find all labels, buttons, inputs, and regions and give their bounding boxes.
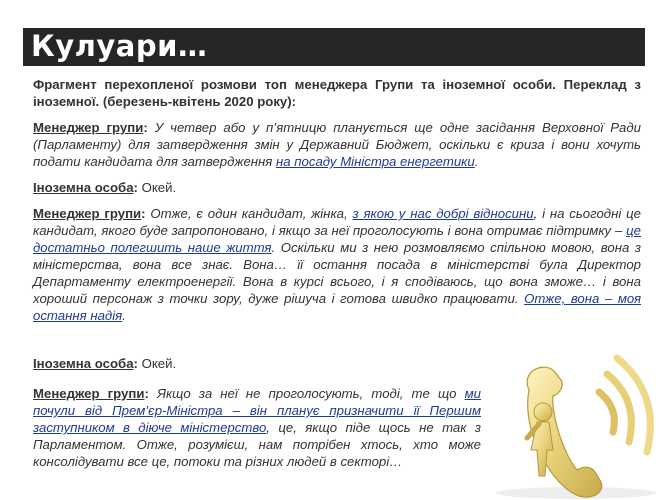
speaker-label: Менеджер групи (33, 206, 142, 221)
speech-text: Окей. (141, 180, 177, 195)
speaker-label: Менеджер групи (33, 386, 145, 401)
telephone-handset-with-figure-icon (481, 350, 671, 500)
intro-text: Фрагмент перехопленої розмови топ менеджера Групи та іноземної особи. Переклад з іноземної. (березень-квітень 2020 року): (33, 77, 641, 109)
speaker-label: Іноземна особа (33, 180, 134, 195)
link-last-hope[interactable]: Отже, вона – моя остання надія (33, 291, 641, 323)
transcript-top (33, 76, 641, 333)
dialogue-paragraph-4: Іноземна особа: Окей. (33, 356, 177, 371)
link-good-relations[interactable]: з якою у нас добрі відносини (352, 206, 534, 221)
speech-text: Окей. (141, 356, 177, 371)
dialogue-paragraph-3: Менеджер групи: Отже, є один кандидат, жінка, з якою у нас добрі відносини, і на сьогодні це кандидат, якого буде запропоновано, і якщо за неї проголосують і вона отримає підтримку – це достатньо полегшить наше життя. Оскільки ми з нею розмовляємо спільною мовою, вона з міністерства, вона все знає. Вона… її остання посада в міністерстві була Директор Департаменту електроенергії. Вона в курсі всього, і я сподіваюсь, що вона зможе… і вона хороший персонаж з точки зору, дуже рішуча і готова швидко працювати. Отже, вона – моя остання надія. (33, 206, 641, 323)
speaker-label: Іноземна особа (33, 356, 134, 371)
dialogue-paragraph-1: Менеджер групи: У четвер або у п’ятницю планується ще одне засідання Верховної Ради (Парламенту) для затвердження змін у Державний Бюджет, оскільки є криза і вони хочуть подати кандидата для затвердження на посаду Міністра енергетики. (33, 120, 641, 169)
link-prime-minister[interactable]: ми почули від Прем’єр-Міністра – він планує призначити її Першим заступником в діюче міністерство (33, 386, 482, 435)
link-minister-post[interactable]: на посаду Міністра енергетики (276, 154, 475, 169)
slide-title: Кулуари… (31, 29, 208, 63)
speech-text: У четвер або у п’ятницю планується ще одне засідання Верховної Ради (Парламенту) для затвердження змін у Державний Бюджет, оскільки є криза і вони хочуть подати кандидата для затвердження (33, 120, 641, 169)
speaker-label: Менеджер групи (33, 120, 144, 135)
slide-title-bar (23, 28, 645, 66)
transcript-bottom (33, 355, 481, 483)
dialogue-paragraph-5: Менеджер групи: Якщо за неї не проголосують, тоді, те що ми почули від Прем’єр-Міністра – він планує призначити її Першим заступником в діюче міністерство, це, якщо піде щось не так з Парламентом. Отже, розумієш, нам потрібен хтось, хто може консолідувати все це, потоки та різних людей в секторі… (33, 386, 482, 469)
link-easier-life[interactable]: це достатньо полегшить наше життя (33, 223, 641, 255)
dialogue-paragraph-2: Іноземна особа: Окей. (33, 180, 177, 195)
